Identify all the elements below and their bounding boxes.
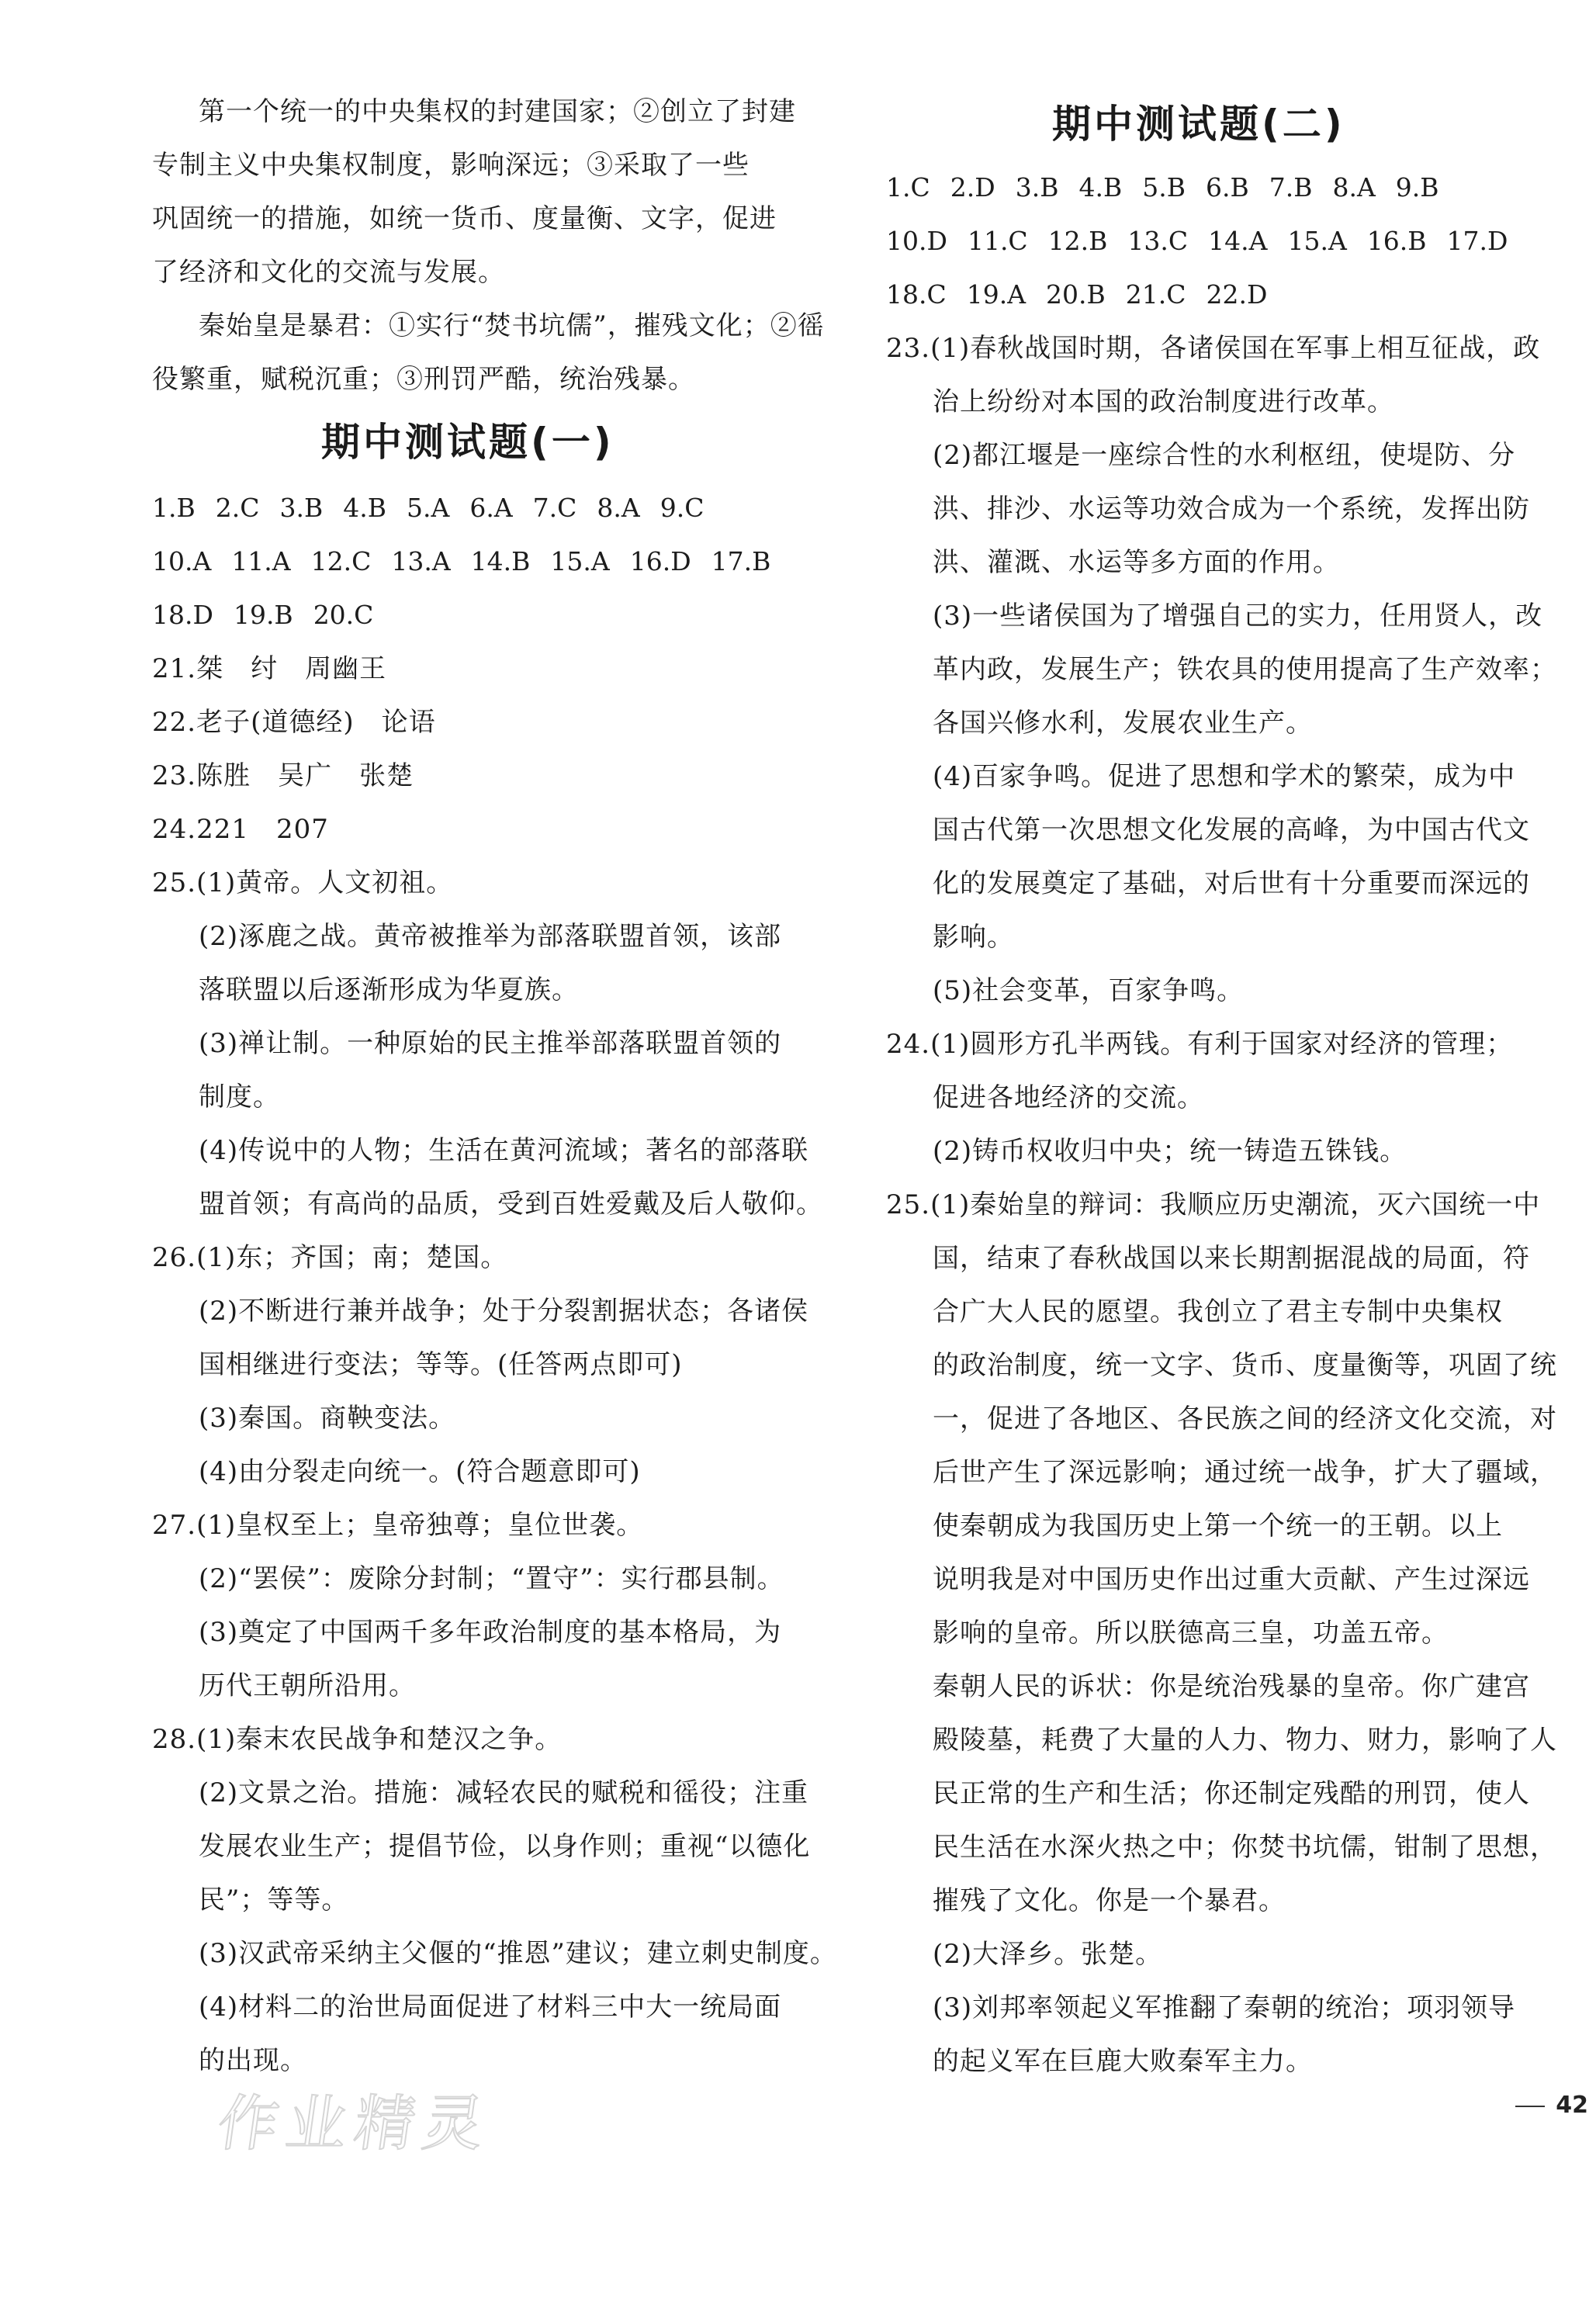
mc-answer: 14.A [1208,226,1268,256]
text-line: 专制主义中央集权制度，影响深远；③采取了一些 [152,150,750,181]
mc-answer: 2.C [215,493,260,523]
mc-answer: 15.A [550,546,610,576]
mc-answer-row [152,493,724,524]
mc-answer: 8.A [597,493,640,523]
mc-answer: 13.C [1127,226,1189,256]
text-line: 巩固统一的措施，如统一货币、度量衡、文字，促进 [152,203,777,234]
answer-line: 落联盟以后逐渐形成为华夏族。 [199,974,579,1005]
answer-line: (2)不断进行兼并战争；处于分裂割据状态；各诸侯 [199,1296,809,1327]
text-line: 役繁重，赋税沉重；③刑罚严酷，统治残暴。 [152,364,695,395]
answer-line: 21.桀 纣 周幽王 [152,653,387,684]
page-number-dash [1515,2106,1545,2107]
mc-answer: 18.D [152,600,213,630]
mc-answer-row [886,172,1459,203]
page-number-value: 42 [1556,2092,1588,2119]
answer-line: 民生活在水深火热之中；你焚书坑儒，钳制了思想， [933,1832,1557,1863]
answer-line: 23.(1)春秋战国时期，各诸侯国在军事上相互征战，政 [886,333,1541,364]
answer-line: (2)“罢侯”：废除分封制；“置守”：实行郡县制。 [199,1563,784,1594]
text-line: 了经济和文化的交流与发展。 [152,257,505,288]
answer-line: (4)传说中的人物；生活在黄河流域；著名的部落联 [199,1135,809,1166]
answer-line: 24.221 207 [152,814,329,845]
answer-line: 制度。 [199,1082,280,1113]
answer-line: (3)一些诸侯国为了增强自己的实力，任用贤人，改 [933,600,1543,632]
answer-line: 洪、排沙、水运等功效合成为一个系统，发挥出防 [933,493,1530,524]
answer-line: 发展农业生产；提倡节俭，以身作则；重视“以德化 [199,1831,811,1862]
answer-line: (3)秦国。商鞅变法。 [199,1403,456,1434]
section-heading: 期中测试题(二) [1052,102,1345,147]
mc-answer-row [152,600,393,631]
mc-answer: 21.C [1125,279,1186,310]
answer-line: 28.(1)秦末农民战争和楚汉之争。 [152,1724,563,1755]
answer-line: 后世产生了深远影响；通过统一战争，扩大了疆域， [933,1457,1557,1488]
mc-answer: 4.B [343,493,386,523]
mc-answer: 3.B [279,493,324,523]
answer-line: 治上纷纷对本国的政治制度进行改革。 [933,386,1394,417]
mc-answer: 4.B [1078,172,1123,202]
mc-answer: 11.C [967,226,1028,256]
mc-answer: 17.D [1446,226,1508,256]
answer-line: 盟首领；有高尚的品质，受到百姓爱戴及后人敬仰。 [199,1189,823,1220]
mc-answer: 16.B [1366,226,1427,256]
answer-line: 23.陈胜 吴广 张楚 [152,760,414,791]
answer-line: (3)汉武帝采纳主父偃的“推恩”建议；建立刺史制度。 [199,1938,837,1969]
mc-answer: 6.B [1205,172,1249,202]
answer-line: 27.(1)皇权至上；皇帝独尊；皇位世袭。 [152,1510,644,1541]
mc-answer: 11.A [231,546,291,576]
mc-answer: 2.D [950,172,995,202]
answer-line: 影响的皇帝。所以朕德高三皇，功盖五帝。 [933,1618,1449,1649]
answer-line: 秦朝人民的诉状：你是统治残暴的皇帝。你广建宫 [933,1671,1530,1702]
mc-answer: 20.B [1046,279,1106,310]
answer-line: 25.(1)秦始皇的辩词：我顺应历史潮流，灭六国统一中 [886,1189,1541,1220]
answer-line: 各国兴修水利，发展农业生产。 [933,708,1313,739]
answer-line: (2)涿鹿之战。黄帝被推举为部落联盟首领，该部 [199,921,782,952]
answer-line: (2)铸币权收归中央；统一铸造五铢钱。 [933,1136,1407,1167]
mc-answer: 5.B [1142,172,1186,202]
answer-line: 民”；等等。 [199,1884,349,1916]
mc-answer-row [152,546,791,577]
answer-line: 民正常的生产和生活；你还制定残酷的刑罚，使人 [933,1778,1530,1809]
answer-line: (3)奠定了中国两千多年政治制度的基本格局，为 [199,1617,782,1648]
answer-line: 殿陵墓，耗费了大量的人力、物力、财力，影响了人 [933,1725,1557,1756]
answer-line: 一，促进了各地区、各民族之间的经济文化交流，对 [933,1403,1557,1435]
answer-line: 国相继进行变法；等等。(任答两点即可) [199,1349,683,1380]
answer-line: 22.老子(道德经) 论语 [152,707,436,738]
answer-line: 25.(1)黄帝。人文初祖。 [152,867,454,898]
mc-answer: 16.D [629,546,691,576]
mc-answer: 13.A [391,546,451,576]
mc-answer: 19.B [233,600,293,630]
answer-line: (2)大泽乡。张楚。 [933,1939,1163,1970]
answer-line: 的起义军在巨鹿大败秦军主力。 [933,2046,1313,2077]
text-line: 第一个统一的中央集权的封建国家；②创立了封建 [199,96,796,127]
answer-line: 26.(1)东；齐国；南；楚国。 [152,1242,508,1273]
mc-answer: 9.B [1395,172,1439,202]
mc-answer: 17.B [711,546,771,576]
mc-answer: 20.C [313,600,374,630]
mc-answer: 19.A [966,279,1026,310]
answer-line: (4)由分裂走向统一。(符合题意即可) [199,1456,641,1487]
mc-answer: 10.A [152,546,212,576]
page-number [1515,2092,1588,2119]
mc-answer: 7.C [532,493,577,523]
mc-answer: 14.B [470,546,531,576]
mc-answer: 9.C [660,493,705,523]
text-line: 秦始皇是暴君：①实行“焚书坑儒”，摧残文化；②徭 [199,310,825,341]
answer-line: 洪、灌溉、水运等多方面的作用。 [933,547,1340,578]
mc-answer: 22.D [1206,279,1268,310]
mc-answer: 1.C [886,172,930,202]
mc-answer: 15.A [1287,226,1347,256]
answer-line: 说明我是对中国历史作出过重大贡献、产生过深远 [933,1564,1530,1595]
answer-line: (3)禅让制。一种原始的民主推举部落联盟首领的 [199,1028,782,1059]
section-heading: 期中测试题(一) [321,420,615,465]
answer-line: 的出现。 [199,2045,307,2076]
mc-answer: 12.B [1047,226,1108,256]
answer-line: 影响。 [933,922,1014,953]
mc-answer: 5.A [407,493,450,523]
mc-answer: 18.C [886,279,947,310]
answer-line: 历代王朝所沿用。 [199,1670,416,1701]
mc-answer: 3.B [1015,172,1059,202]
answer-line: (5)社会变革，百家争鸣。 [933,975,1245,1006]
answer-line: 化的发展奠定了基础，对后世有十分重要而深远的 [933,868,1530,899]
answer-line: (4)百家争鸣。促进了思想和学术的繁荣，成为中 [933,761,1516,792]
answer-line: 国古代第一次思想文化发展的高峰，为中国古代文 [933,815,1530,846]
answer-line: 国，结束了春秋战国以来长期割据混战的局面，符 [933,1243,1530,1274]
mc-answer: 7.B [1269,172,1313,202]
answer-line: (2)都江堰是一座综合性的水利枢纽，使堤防、分 [933,440,1516,471]
mc-answer: 10.D [886,226,947,256]
answer-line: 摧残了文化。你是一个暴君。 [933,1885,1286,1916]
answer-line: 的政治制度，统一文字、货币、度量衡等，巩固了统 [933,1350,1557,1381]
mc-answer: 6.A [469,493,513,523]
watermark: 作业精灵 [213,2089,497,2159]
answer-line: (3)刘邦率领起义军推翻了秦朝的统治；项羽领导 [933,1992,1516,2023]
answer-line: (4)材料二的治世局面促进了材料三中大一统局面 [199,1992,782,2023]
answer-line: 革内政，发展生产；铁农具的使用提高了生产效率； [933,654,1557,685]
answer-line: 24.(1)圆形方孔半两钱。有利于国家对经济的管理； [886,1029,1514,1060]
mc-answer-row [886,226,1528,257]
mc-answer: 8.A [1332,172,1376,202]
mc-answer-row [886,279,1287,310]
mc-answer: 1.B [152,493,196,523]
mc-answer: 12.C [310,546,372,576]
answer-line: 促进各地经济的交流。 [933,1082,1204,1113]
answer-line: (2)文景之治。措施：减轻农民的赋税和徭役；注重 [199,1777,809,1808]
answer-line: 使秦朝成为我国历史上第一个统一的王朝。以上 [933,1511,1503,1542]
answer-line: 合广大人民的愿望。我创立了君主专制中央集权 [933,1296,1503,1327]
